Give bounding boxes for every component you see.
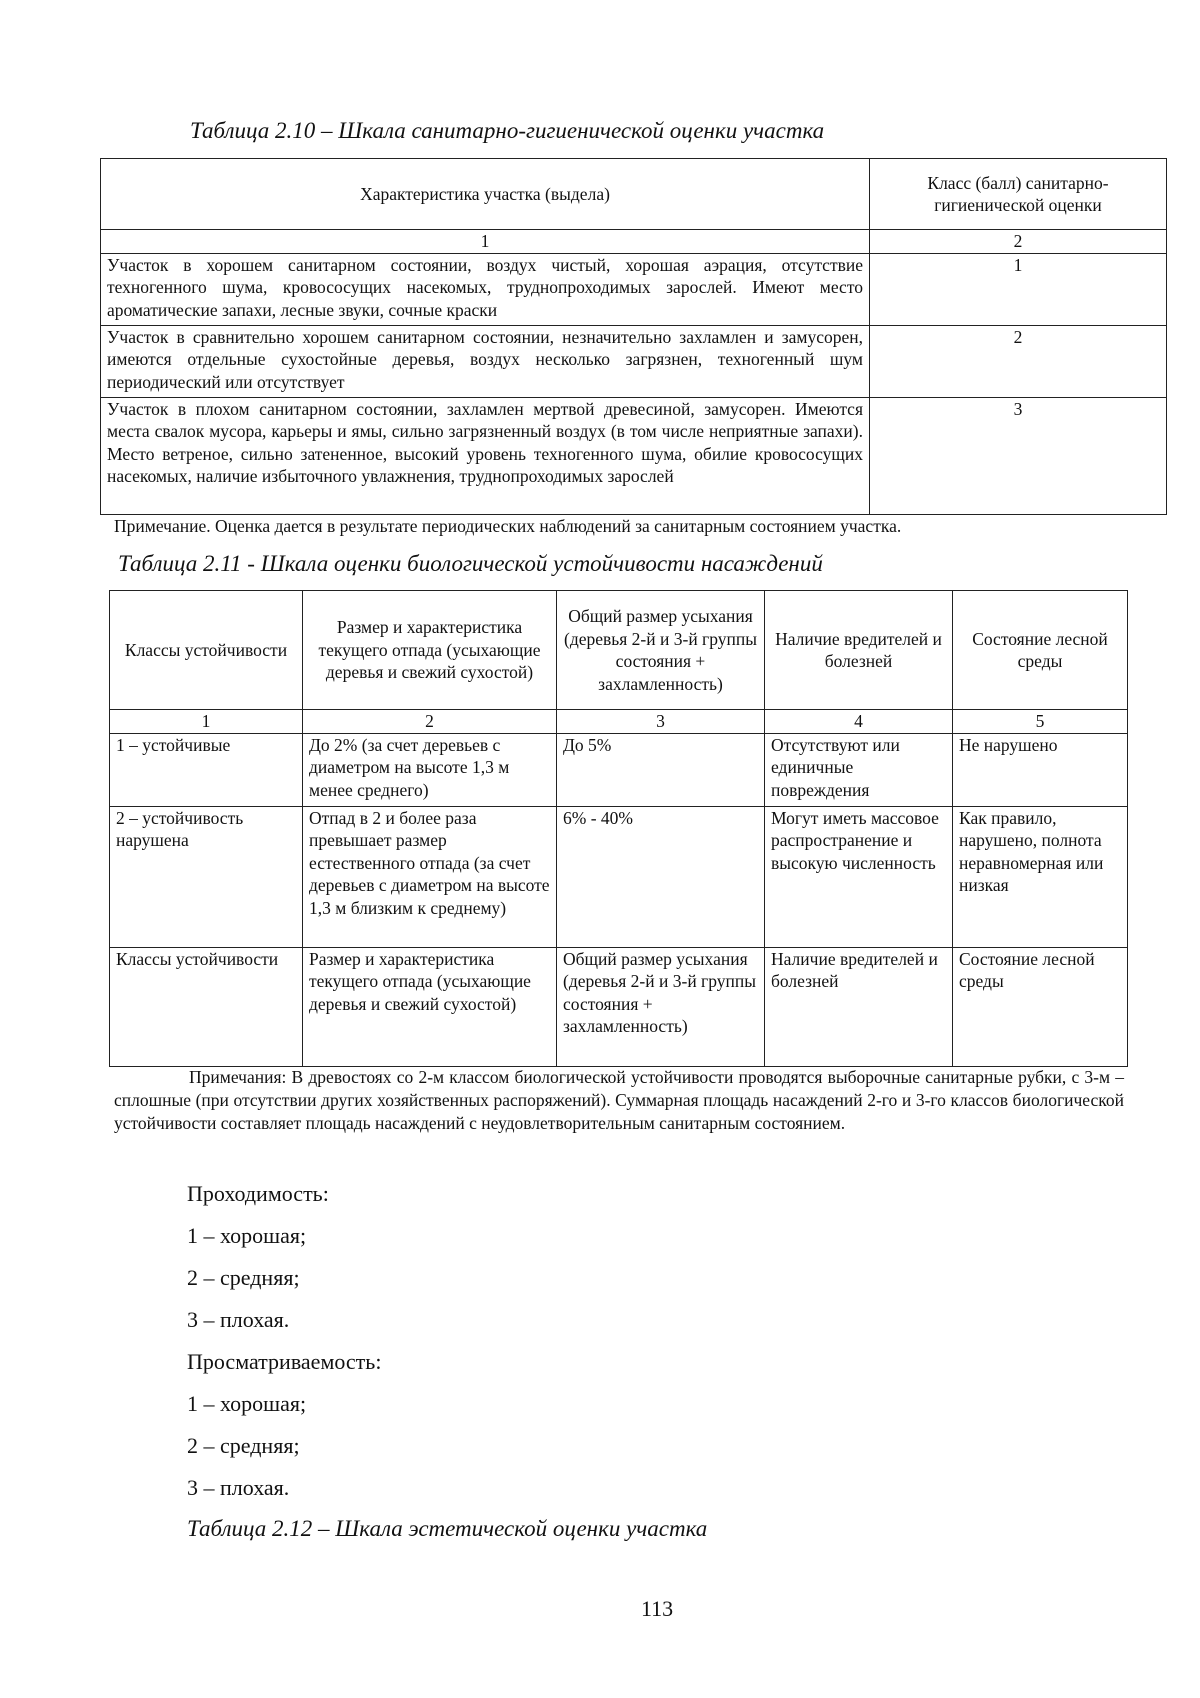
cell: 1 – устойчивые [110,733,303,806]
list-heading: Просматриваемость: [187,1349,382,1374]
row-text: Участок в хорошем санитарном состоянии, воздух чистый, хорошая аэрация, отсутствие техногенного шума, кровососущих насекомых, труднопроходимых зарослей. Имеют место ароматические запахи, лесные звуки, сочные краски [101,253,870,325]
header-characteristic: Характеристика участка (выдела) [101,159,870,230]
column-number: 1 [101,230,870,254]
page-number: 113 [641,1596,674,1621]
cell: Отсутствуют или единичные повреждения [765,733,953,806]
cell: Состояние лесной среды [953,947,1128,1066]
column-number: 2 [303,710,557,734]
header-environment: Состояние лесной среды [953,591,1128,710]
table-row [110,733,1128,806]
table-2-11-title: Таблица 2.11 - Шкала оценки биологической устойчивости насаждений [118,551,823,576]
column-number: 3 [557,710,765,734]
list-item: 3 – плохая. [187,1475,290,1500]
cell: Как правило, нарушено, полнота неравномерная или низкая [953,806,1128,947]
list-item: 2 – средняя; [187,1433,300,1458]
cell: Могут иметь массовое распространение и высокую численность [765,806,953,947]
list-item: 1 – хорошая; [187,1391,307,1416]
column-number: 4 [765,710,953,734]
list-item: 2 – средняя; [187,1265,300,1290]
header-dieback: Размер и характеристика текущего отпада (усыхающие деревья и свежий сухостой) [303,591,557,710]
column-number: 5 [953,710,1128,734]
list-heading: Проходимость: [187,1181,329,1206]
cell: Общий размер усыхания (деревья 2-й и 3-й группы состояния + захламленность) [557,947,765,1066]
cell: Наличие вредителей и болезней [765,947,953,1066]
table-2-10-note: Примечание. Оценка дается в результате периодических наблюдений за санитарным состоянием участка. [114,516,902,536]
row-text: Участок в сравнительно хорошем санитарном состоянии, незначительно захламлен и замусорен, имеются отдельные сухостойные деревья, воздух несколько загрязнен, техногенный шум периодический или отсутствует [101,325,870,397]
row-text: Участок в плохом санитарном состоянии, захламлен мертвой древесиной, замусорен. Имеются места свалок мусора, карьеры и ямы, сильно загрязненный воздух (в том числе неприятные запахи). Место ветреное, сильно затененное, высокий уровень техногенного шума, обилие кровососущих насекомых, наличие избыточного увлажнения, труднопроходимых зарослей [101,397,870,514]
cell: Отпад в 2 и более раза превышает размер естественного отпада (за счет деревьев с диаметром на высоте 1,3 м близким к среднему) [303,806,557,947]
cell: Классы устойчивости [110,947,303,1066]
header-pests: Наличие вредителей и болезней [765,591,953,710]
cell: 2 – устойчивость нарушена [110,806,303,947]
list-item: 3 – плохая. [187,1307,290,1332]
cell: 6% - 40% [557,806,765,947]
table-2-10 [100,158,1167,515]
row-class: 2 [870,325,1167,397]
column-number: 1 [110,710,303,734]
cell: До 5% [557,733,765,806]
table-row [110,806,1128,947]
row-class: 3 [870,397,1167,514]
table-2-12-title: Таблица 2.12 – Шкала эстетической оценки участка [187,1516,708,1541]
table-2-10-title: Таблица 2.10 – Шкала санитарно-гигиенической оценки участка [190,118,825,143]
table-row [101,397,1167,514]
table-2-11-note: Примечания: В древостоях со 2-м классом биологической устойчивости проводятся выборочные санитарные рубки, с 3-м – сплошные (при отсутствии других хозяйственных распоряжений). Суммарная площадь насаждений 2-го и 3-го классов биологической устойчивости составляет площадь насаждений с неудовлетворительным санитарным состоянием. [114,1067,1124,1133]
table-2-11 [109,590,1128,1067]
cell: Размер и характеристика текущего отпада (усыхающие деревья и свежий сухостой) [303,947,557,1066]
header-class: Класс (балл) санитарно-гигиенической оценки [870,159,1167,230]
table-row [110,947,1128,1066]
cell: Не нарушено [953,733,1128,806]
cell: До 2% (за счет деревьев с диаметром на высоте 1,3 м менее среднего) [303,733,557,806]
row-class: 1 [870,253,1167,325]
table-row [101,253,1167,325]
header-classes: Классы устойчивости [110,591,303,710]
header-total-drying: Общий размер усыхания (деревья 2-й и 3-й группы состояния + захламленность) [557,591,765,710]
list-item: 1 – хорошая; [187,1223,307,1248]
table-row [101,325,1167,397]
column-number: 2 [870,230,1167,254]
